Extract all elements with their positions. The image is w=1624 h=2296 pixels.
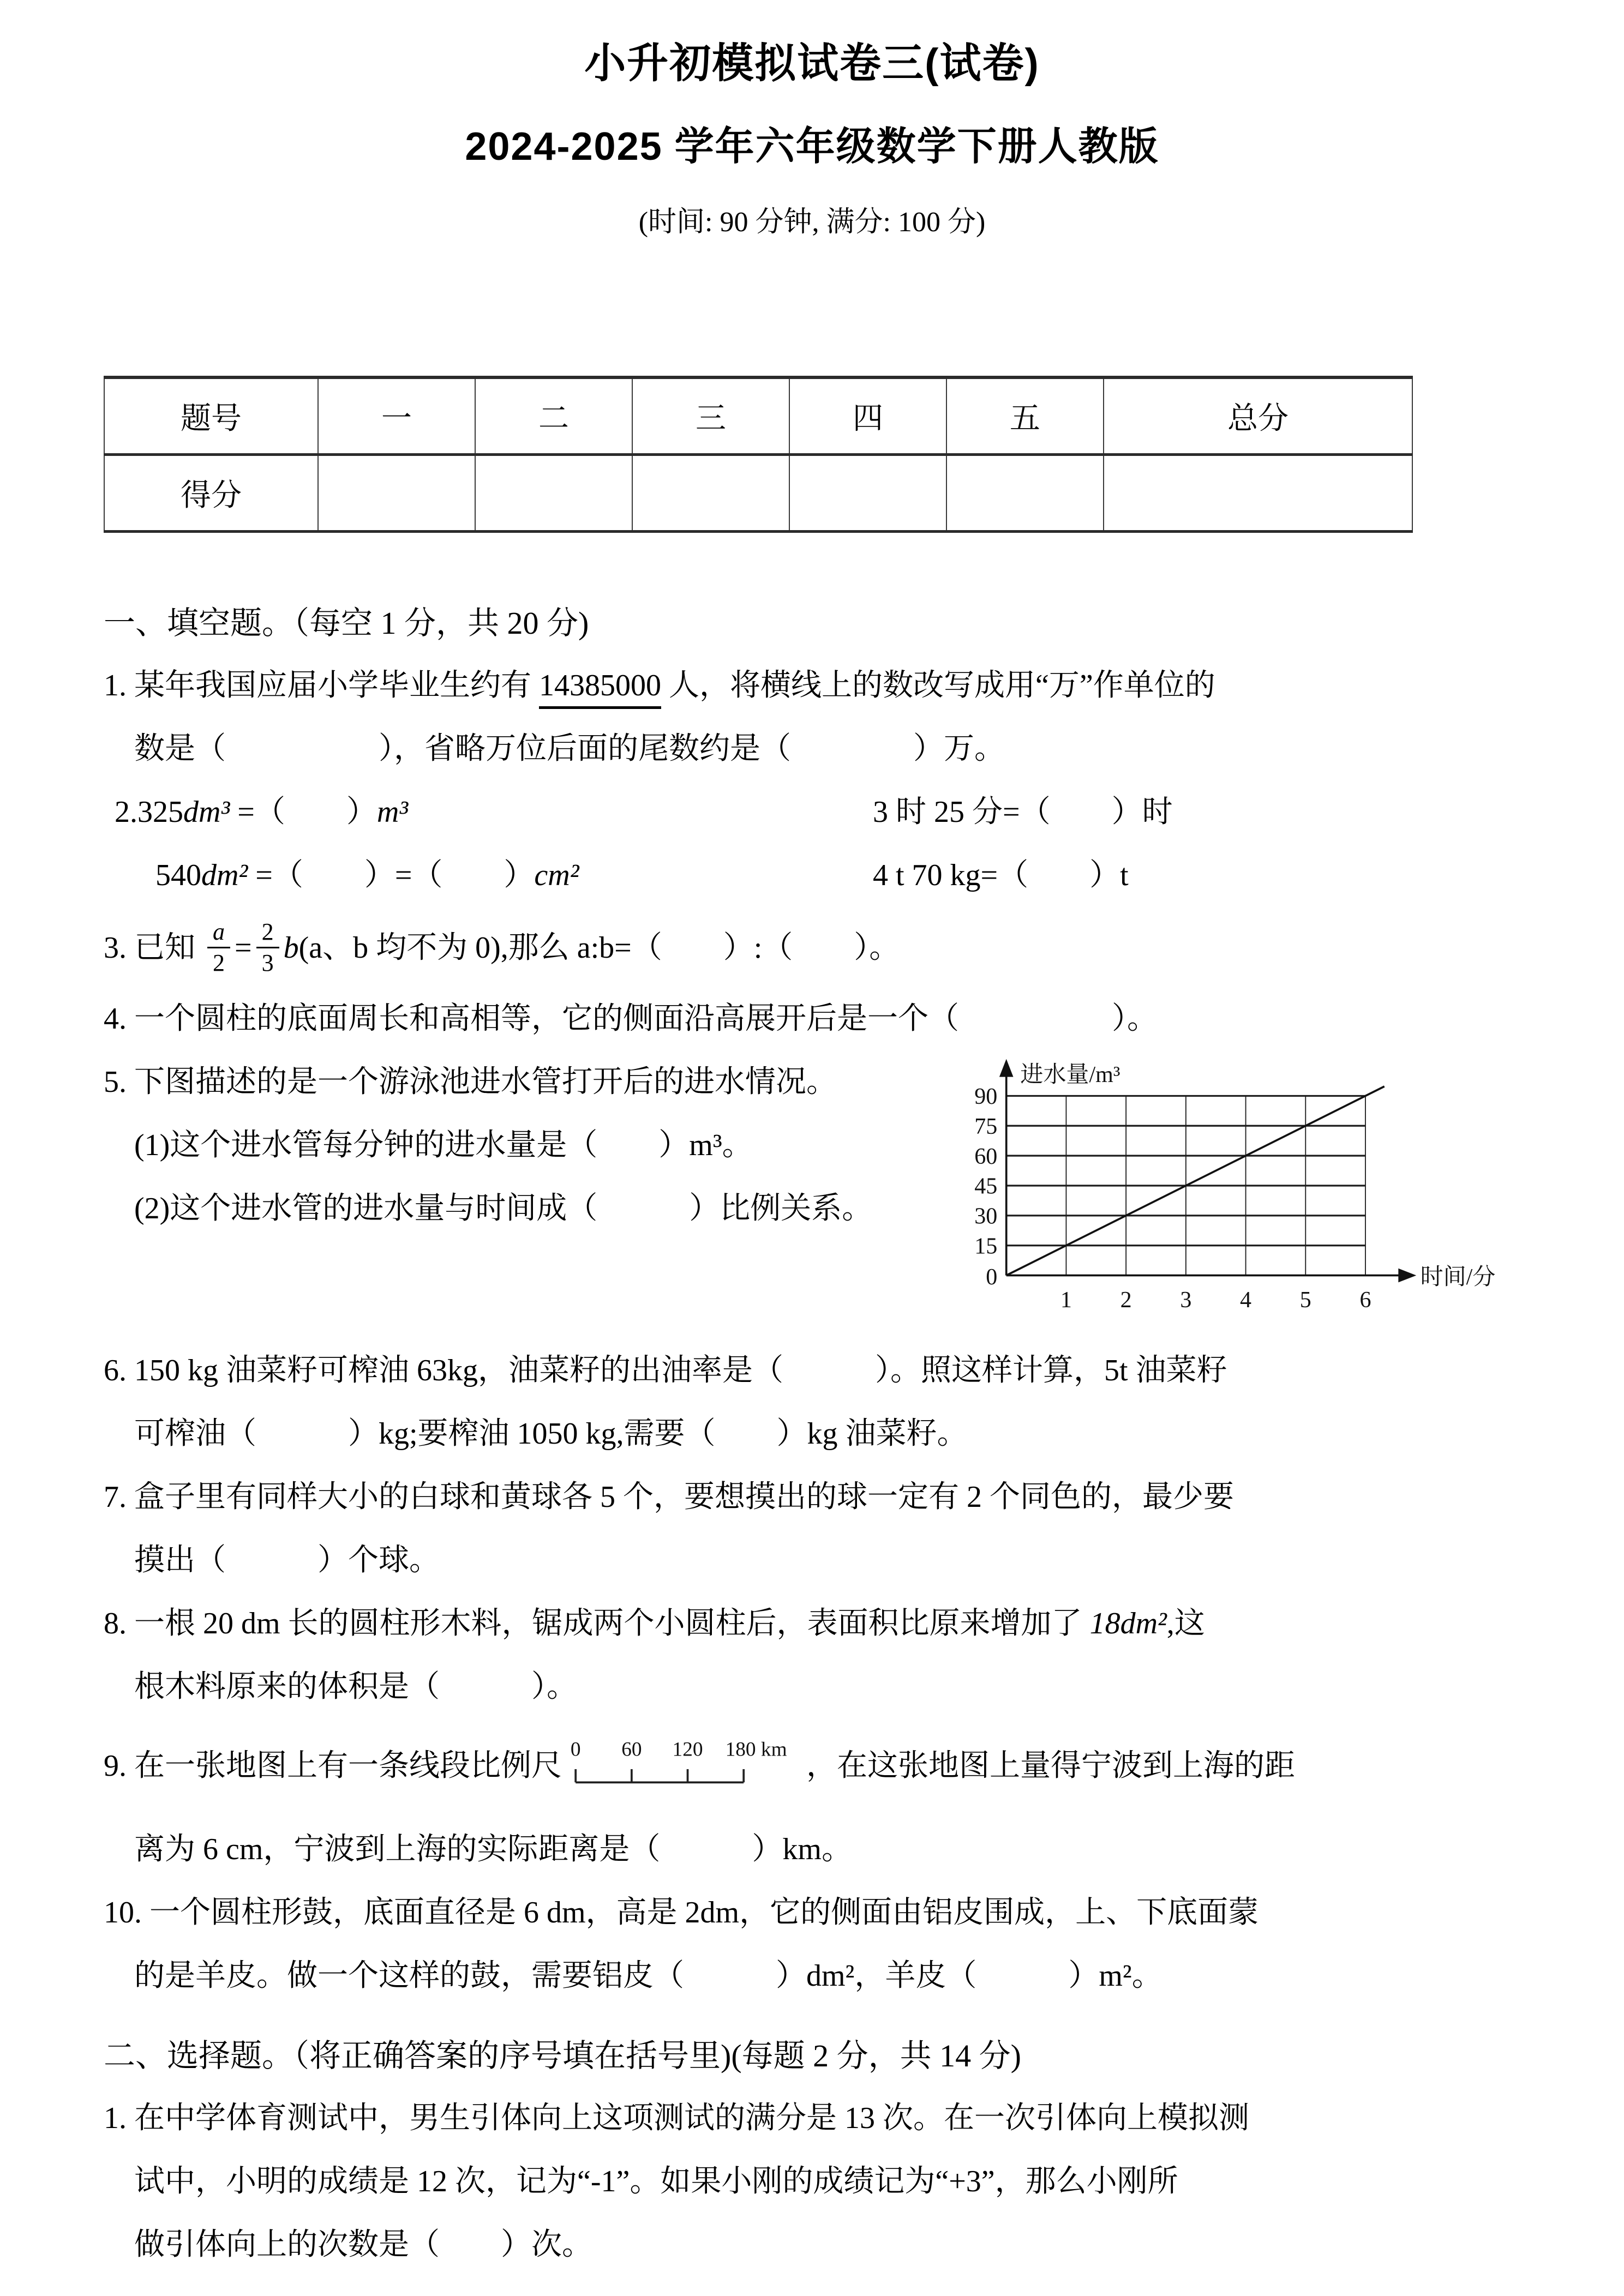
proportional-data-line bbox=[1006, 1086, 1385, 1276]
question-1-line-2: 数是（ ），省略万位后面的尾数约是（ ）万。 bbox=[134, 731, 1005, 766]
y-axis-arrow bbox=[999, 1059, 1014, 1077]
x-axis-arrow bbox=[1398, 1269, 1416, 1283]
water-intake-line-chart bbox=[931, 1046, 1520, 1325]
y-tick-45: 45 bbox=[974, 1174, 998, 1199]
question-6-line-2: 可榨油（ ）kg;要榨油 1050 kg,需要（ ）kg 油菜籽。 bbox=[134, 1417, 968, 1451]
score-cell-empty bbox=[789, 455, 946, 532]
x-tick-5: 5 bbox=[1299, 1288, 1311, 1313]
q3-text-post: (a、b 均不为 0),那么 a:b=（ ）:（ ）。 bbox=[298, 930, 900, 965]
y-tick-0: 0 bbox=[986, 1265, 998, 1290]
score-cell-empty bbox=[946, 455, 1104, 532]
question-8-line-1 bbox=[104, 1604, 1520, 1644]
question-7-line-1: 7. 盒子里有同样大小的白球和黄球各 5 个，要想摸出的球一定有 2 个同色的，最少要 bbox=[104, 1480, 1234, 1514]
q2a-unit-2: m³ bbox=[376, 795, 409, 829]
question-10-line-2: 的是羊皮。做一个这样的鼓，需要铝皮（ ）dm²，羊皮（ ）m²。 bbox=[134, 1958, 1162, 1993]
score-table-header-cell: 三 bbox=[632, 377, 789, 455]
question-1-line-1 bbox=[104, 666, 1520, 706]
q3-text-pre: 3. 已知 bbox=[104, 930, 203, 965]
q2a-number: 2.325 bbox=[115, 795, 183, 829]
time-score-line: (时间: 90 分钟, 满分: 100 分) bbox=[638, 207, 986, 238]
page-title: 小升初模拟试卷三(试卷) bbox=[584, 40, 1040, 87]
chart-x-tick-labels bbox=[1060, 1288, 1371, 1313]
question-9-line-2: 离为 6 cm，宁波到上海的实际距离是（ ）km。 bbox=[134, 1832, 852, 1866]
section2-question-1-line-1: 1. 在中学体育测试中，男生引体向上这项测试的满分是 13 次。在一次引体向上模拟测 bbox=[104, 2101, 1249, 2136]
question-6-line-1: 6. 150 kg 油菜籽可榨油 63kg，油菜籽的出油率是（ ）。照这样计算，5t 油菜籽 bbox=[104, 1354, 1227, 1388]
scale-label-180km: 180 km bbox=[725, 1738, 787, 1761]
question-2-row-1 bbox=[104, 792, 1520, 833]
q2b-unit-2: cm² bbox=[534, 858, 579, 892]
question-5 bbox=[104, 1062, 1520, 1328]
x-tick-2: 2 bbox=[1120, 1288, 1132, 1313]
score-row-label: 得分 bbox=[104, 455, 318, 532]
score-table-header-cell: 四 bbox=[789, 377, 946, 455]
y-tick-15: 15 bbox=[974, 1234, 998, 1259]
question-5-sub-1: (1)这个进水管每分钟的进水量是（ ）m³。 bbox=[134, 1128, 753, 1163]
question-5-text bbox=[104, 1062, 926, 1229]
q3-fraction-2 bbox=[256, 919, 279, 977]
y-tick-75: 75 bbox=[974, 1114, 998, 1140]
scale-bar-line bbox=[576, 1769, 744, 1782]
score-table-header-cell: 总分 bbox=[1104, 377, 1412, 455]
question-3 bbox=[104, 919, 1520, 977]
score-table-header-cell: 五 bbox=[946, 377, 1104, 455]
q1-text-pre: 1. 某年我国应届小学毕业生约有 bbox=[104, 669, 539, 702]
q1-text-post: 人，将横线上的数改写成用“万”作单位的 bbox=[661, 669, 1215, 702]
scale-label-120: 120 bbox=[672, 1738, 703, 1761]
score-cell-empty bbox=[475, 455, 632, 532]
q8-math-term: 18dm² bbox=[1089, 1606, 1167, 1640]
q2b-unit-1: dm² bbox=[201, 858, 248, 892]
question-8-line-2: 根木料原来的体积是（ ）。 bbox=[134, 1669, 577, 1704]
question-5-sub-2: (2)这个进水管的进水量与时间成（ ）比例关系。 bbox=[134, 1192, 873, 1226]
score-table bbox=[104, 376, 1413, 533]
water-intake-chart-figure bbox=[931, 1046, 1520, 1328]
q3-equals: = bbox=[235, 930, 252, 965]
q2a-unit-1: dm³ bbox=[183, 795, 230, 829]
q3-frac2-denominator: 3 bbox=[261, 949, 274, 977]
q3-frac1-denominator: 2 bbox=[213, 949, 225, 977]
score-cell-empty bbox=[632, 455, 789, 532]
score-cell-empty bbox=[318, 455, 475, 532]
y-tick-60: 60 bbox=[974, 1144, 998, 1170]
question-4: 4. 一个圆柱的底面周长和高相等，它的侧面沿高展开后是一个（ ）。 bbox=[104, 1002, 1158, 1036]
scale-bar-labels bbox=[571, 1738, 787, 1760]
q9-text-pre: 9. 在一张地图上有一条线段比例尺 bbox=[104, 1748, 562, 1783]
q2b-right-item: 4 t 70 kg=（ ）t bbox=[873, 858, 1129, 892]
score-table-score-row bbox=[104, 455, 1412, 532]
q2a-right-item: 3 时 25 分=（ ）时 bbox=[873, 795, 1173, 829]
q2b-blanks: =（ ）=（ ） bbox=[248, 858, 535, 892]
q3-frac1-numerator: a bbox=[207, 919, 230, 948]
score-table-header-cell: 二 bbox=[475, 377, 632, 455]
y-tick-30: 30 bbox=[974, 1204, 998, 1229]
section2-question-1-line-3: 做引体向上的次数是（ ）次。 bbox=[134, 2228, 592, 2262]
map-scale-bar-figure bbox=[564, 1730, 804, 1807]
section2-question-1-line-2: 试中，小明的成绩是 12 次，记为“-1”。如果小刚的成绩记为“+3”，那么小刚所 bbox=[134, 2165, 1178, 2199]
chart-y-axis-label: 进水量/m³ bbox=[1020, 1062, 1120, 1088]
x-tick-3: 3 bbox=[1180, 1288, 1192, 1313]
y-tick-90: 90 bbox=[974, 1084, 998, 1110]
question-5-line-1: 5. 下图描述的是一个游泳池进水管打开后的进水情况。 bbox=[104, 1065, 837, 1099]
question-9-line-1 bbox=[104, 1730, 1520, 1807]
section1-heading: 一、填空题。（每空 1 分，共 20 分) bbox=[104, 605, 589, 641]
q3-fraction-1 bbox=[207, 919, 230, 977]
x-tick-6: 6 bbox=[1359, 1288, 1371, 1313]
question-2-row-2 bbox=[104, 856, 1520, 896]
x-tick-1: 1 bbox=[1060, 1288, 1072, 1313]
score-table-header-cell: 题号 bbox=[104, 377, 318, 455]
q1-underlined-number: 14385000 bbox=[539, 669, 661, 709]
x-tick-4: 4 bbox=[1240, 1288, 1252, 1313]
question-10-line-1: 10. 一个圆柱形鼓，底面直径是 6 dm，高是 2dm，它的侧面由铝皮围成，上、下底面蒙 bbox=[104, 1895, 1259, 1930]
page-subtitle: 2024-2025 学年六年级数学下册人教版 bbox=[465, 125, 1159, 169]
q3-variable-b: b bbox=[283, 930, 299, 965]
score-table-header-row bbox=[104, 377, 1412, 455]
score-cell-empty bbox=[1104, 455, 1412, 532]
q8-text-post: ,这 bbox=[1166, 1606, 1205, 1640]
q2b-number: 540 bbox=[155, 858, 201, 892]
chart-x-axis-label: 时间/分 bbox=[1420, 1265, 1496, 1290]
scale-label-0: 0 bbox=[570, 1738, 581, 1761]
question-7-line-2: 摸出（ ）个球。 bbox=[134, 1543, 440, 1578]
section2-heading: 二、选择题。（将正确答案的序号填在括号里)(每题 2 分，共 14 分) bbox=[104, 2038, 1021, 2074]
scale-label-60: 60 bbox=[621, 1738, 642, 1761]
q8-text-pre: 8. 一根 20 dm 长的圆柱形木料，锯成两个小圆柱后，表面积比原来增加了 bbox=[104, 1606, 1090, 1640]
q9-text-post: ，在这张地图上量得宁波到上海的距 bbox=[806, 1748, 1295, 1783]
score-table-header-cell: 一 bbox=[318, 377, 475, 455]
q2a-blank: =（ ） bbox=[230, 795, 377, 829]
q3-frac2-numerator: 2 bbox=[256, 919, 279, 948]
chart-y-tick-labels bbox=[974, 1084, 997, 1290]
